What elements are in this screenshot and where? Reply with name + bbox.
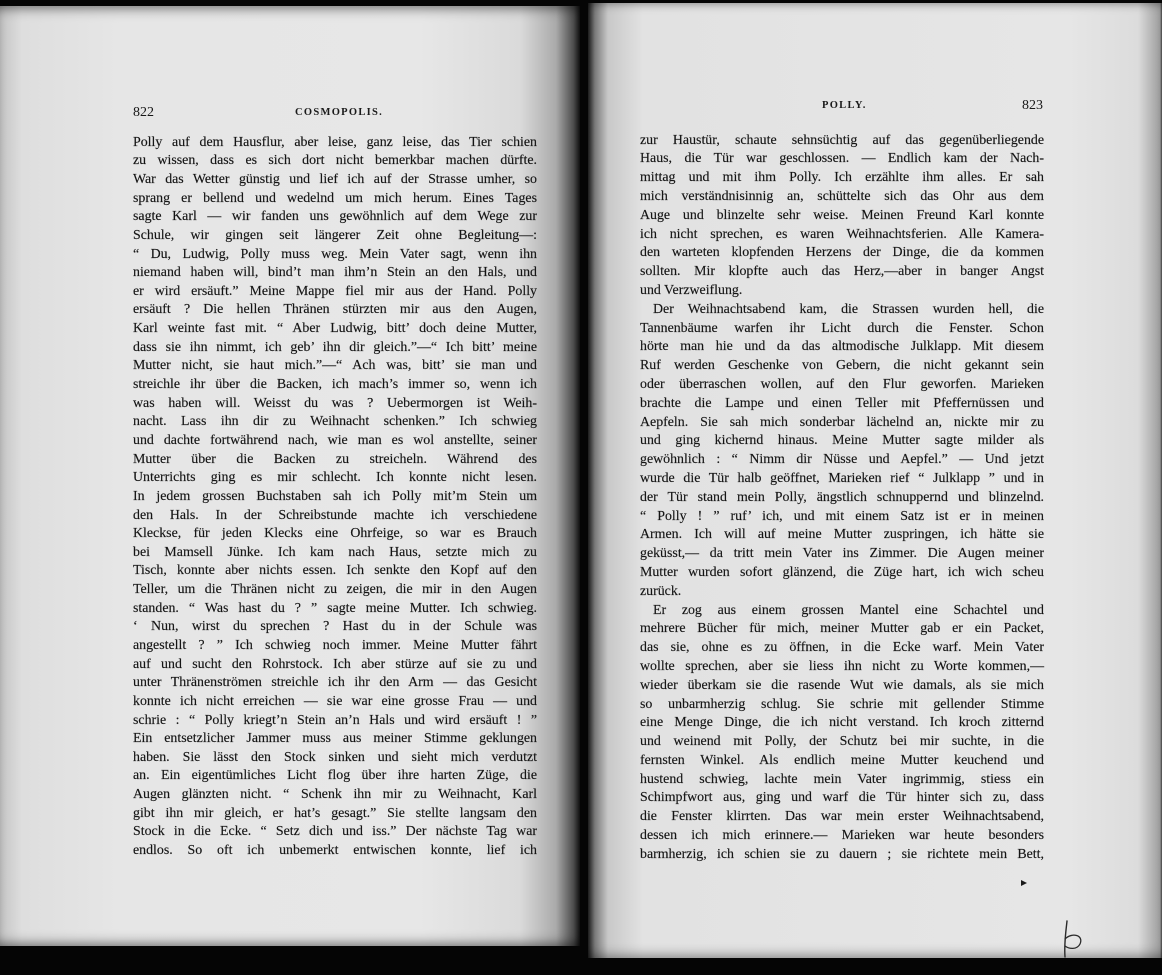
text-line: haben. Sie lässt den Stock sinken und sieht mich verdutzt — [133, 749, 537, 765]
text-line: Haus, die Tür war geschlossen. — Endlich kam der Nach- — [640, 151, 1044, 167]
text-line: ich nicht sprechen, es waren Weihnachtsferien. Alle Kamera- — [640, 226, 1044, 242]
text-line: barmherzig, ich schien sie zu dauern ; sie richtete mein Bett, — [640, 846, 1044, 862]
text-line: Ein entsetzlicher Jammer muss aus meiner Stimme geklungen — [133, 731, 537, 747]
text-line: er wird ersäuft.” Meine Mappe fiel mir aus der Hand. Polly — [133, 283, 537, 299]
text-line: gibt ihn mir gleich, er hat’s gesagt.” Sie stellte langsam den — [133, 805, 537, 821]
text-column — [640, 132, 1044, 865]
text-line: bei Mamsell Jünke. Ich kam nach Haus, setzte mich zu — [133, 544, 537, 560]
text-line: hustend schwieg, lachte mein Vater ingrimmig, stiess ein — [640, 771, 1044, 787]
text-line: schrie : “ Polly kriegt’n Stein an’n Hals und wird ersäuft ! ” — [133, 712, 537, 728]
text-line: Augen glänzten nicht. “ Schenk ihn mir zu Weihnacht, Karl — [133, 787, 537, 803]
text-line: und dachte fortwährend nach, wie man es wol anstellte, seiner — [133, 432, 537, 448]
right-page — [588, 3, 1162, 958]
text-line: nacht. Lass ihn dir zu Weihnacht schenken.” Ich schwieg — [133, 414, 537, 430]
text-column — [133, 134, 537, 861]
text-line: mehrere Bücher für mich, meiner Mutter gab er ein Packet, — [640, 621, 1044, 637]
text-line: das sie, ohne es zu öffnen, in die Ecke warf. Mein Vater — [640, 640, 1044, 656]
text-line: und ging kichernd hinaus. Meine Mutter sagte milder als — [640, 433, 1044, 449]
text-line: “ Polly ! ” ruf’ ich, und mit einem Satz ist er in meinen — [640, 508, 1044, 524]
text-line: auf und sucht den Rohrstock. Ich aber stürze auf sie zu und — [133, 656, 537, 672]
text-line: Polly auf dem Hausflur, aber leise, ganz leise, das Tier schien — [133, 134, 537, 150]
text-line: Tisch, konnte aber nichts essen. Ich senkte den Kopf auf den — [133, 563, 537, 579]
bullet-mark-icon — [1020, 879, 1028, 887]
text-line: standen. “ Was hast du ? ” sagte meine Mutter. Ich schwieg. — [133, 600, 537, 616]
text-line: mittag und mit ihm Polly. Ich erzählte ihm alles. Er sah — [640, 170, 1044, 186]
text-line: Stock in die Ecke. “ Setz dich und iss.” Der nächste Tag war — [133, 824, 537, 840]
text-line: der Tür stand mein Polly, ängstlich schnuppernd und blinzelnd. — [640, 489, 1044, 505]
text-line: die Fenster klirrten. Das war mein erster Weihnachtsabend, — [640, 809, 1044, 825]
text-line: angestellt ? ” Ich schwieg noch immer. Meine Mutter fährt — [133, 637, 537, 653]
text-line: zurück. — [640, 583, 682, 599]
text-line: Teller, um die Thränen nicht zu zeigen, die mir in den Augen — [133, 582, 537, 598]
text-line: sollten. Mir klopfte auch das Herz,—aber in banger Angst — [640, 264, 1044, 280]
page-number: 822 — [133, 105, 154, 120]
text-line: ersäuft ? Die hellen Thränen stürzten mir aus den Augen, — [133, 302, 537, 318]
running-head: COSMOPOLIS. — [295, 107, 384, 118]
text-line: Karl weinte fast mit. “ Aber Ludwig, bitt’ doch deine Mutter, — [133, 321, 537, 337]
text-line: endlos. So oft ich unbemerkt entwischen konnte, lief ich — [133, 843, 537, 859]
text-line: niemand haben will, bind’t man ihm’n Stein an den Hals, und — [133, 265, 537, 281]
text-line: brachte die Lampe und einen Teller mit Pfeffernüssen und — [640, 395, 1044, 411]
text-line: den warteten klopfenden Herzens der Dinge, die da kommen — [640, 245, 1044, 261]
text-line: mich verständnisinnig an, schüttelte sich das Ohr aus dem — [640, 188, 1044, 204]
text-line: was haben will. Weisst du was ? Uebermorgen ist Weih- — [133, 395, 537, 411]
text-line: Mutter nicht, sie haut mich.”—“ Ach was, bitt’ sie man und — [133, 358, 537, 374]
paragraph-start-line: Er zog aus einem grossen Mantel eine Schachtel und — [653, 602, 1044, 618]
text-line: den Hals. In der Schreibstunde machte ich verschiedene — [133, 507, 537, 523]
text-line: In jedem grossen Buchstaben sah ich Polly mit’m Stein um — [133, 488, 537, 504]
pencil-mark-icon — [1058, 919, 1092, 958]
text-line: dass sie ihn nimmt, ich geb’ ihn dir gleich.”—“ Ich bitt’ meine — [133, 339, 537, 355]
text-line: eine Menge Dinge, die ich nicht verstand. Ich kroch zitternd — [640, 715, 1044, 731]
text-line: Mutter über die Backen zu streicheln. Während des — [133, 451, 537, 467]
text-line: fernsten Winkel. Als endlich meine Mutter keuchend und — [640, 752, 1044, 768]
text-line: konnte ich nicht erreichen — sie war eine grosse Frau — und — [133, 693, 537, 709]
text-line: Tannenbäume warfen ihr Licht durch die Fenster. Schon — [640, 320, 1044, 336]
text-line: sagte Karl — wir fanden uns gewöhnlich auf dem Wege zur — [133, 209, 537, 225]
text-line: wollte sprechen, aber sie liess ihn nicht zu Worte kommen,— — [640, 658, 1044, 674]
text-line: Aepfeln. Sie sah mich sonderbar lächelnd an, nickte mir zu — [640, 414, 1044, 430]
paragraph-start-line: Der Weihnachtsabend kam, die Strassen wurden hell, die — [653, 301, 1044, 317]
text-line: gewöhnlich : “ Nimm dir Nüsse und Aepfel.” — Und jetzt — [640, 452, 1044, 468]
text-line: ‘ Nun, wirst du sprechen ? Hast du in der Schule was — [133, 619, 537, 635]
text-line: wurde die Tür halb geöffnet, Marieken rief “ Julklapp ” und in — [640, 470, 1044, 486]
text-line: Schimpfwort aus, ging und warf die Tür hinter sich zu, dass — [640, 790, 1044, 806]
text-line: wieder überkam sie die rasende Wut wie damals, als sie mich — [640, 677, 1044, 693]
text-line: Mutter wurden sofort glänzend, die Züge hart, ich wich scheu — [640, 564, 1044, 580]
text-line: Auge und blinzelte sehr weise. Meinen Freund Karl konnte — [640, 207, 1044, 223]
text-line: oder überraschen wollen, auf den Flur geworfen. Marieken — [640, 376, 1044, 392]
text-line: und weinend mit Polly, der Schutz bei mir suchte, in die — [640, 734, 1044, 750]
text-line: Kleckse, für jeden Klecks eine Ohrfeige, so war es Brauch — [133, 526, 537, 542]
left-page — [0, 6, 580, 946]
text-line: und Verzweiflung. — [640, 282, 743, 298]
text-line: Schule, wir gingen seit längerer Zeit ohne Begleitung—: — [133, 227, 537, 243]
text-line: War das Wetter günstig und lief ich auf der Strasse umher, so — [133, 171, 537, 187]
text-line: so unbarmherzig schlug. Sie schrie mit gellender Stimme — [640, 696, 1044, 712]
text-line: sprang er bellend und wedelnd um mich herum. Eines Tages — [133, 190, 537, 206]
text-line: Armen. Ich will auf meine Mutter zuspringen, ich hätte sie — [640, 527, 1044, 543]
text-line: zu wissen, dass es sich dort nicht bemerkbar machen dürfte. — [133, 153, 537, 169]
running-head: POLLY. — [822, 100, 867, 111]
text-line: an. Ein eigentümliches Licht flog über ihre harten Züge, die — [133, 768, 537, 784]
text-line: streichle ihr über die Backen, ich mach’s immer so, wenn ich — [133, 377, 537, 393]
text-line: dessen ich mich erinnere.— Marieken war heute besonders — [640, 828, 1044, 844]
text-line: geküsst,— da tritt mein Vater ins Zimmer. Die Augen meiner — [640, 546, 1044, 562]
text-line: zur Haustür, schaute sehnsüchtig auf das gegenüberliegende — [640, 132, 1044, 148]
text-line: “ Du, Ludwig, Polly muss weg. Mein Vater sagt, wenn ihn — [133, 246, 537, 262]
text-line: Unterrichts ging es mir schlecht. Ich konnte nicht lesen. — [133, 470, 537, 486]
text-line: hörte man hie und da das altmodische Julklapp. Mit diesem — [640, 339, 1044, 355]
page-number: 823 — [1022, 98, 1043, 113]
text-line: Ruf werden Geschenke von Gebern, die nicht gekannt sein — [640, 358, 1044, 374]
text-line: unter Thränenströmen streichle ich ihr den Arm — das Gesicht — [133, 675, 537, 691]
